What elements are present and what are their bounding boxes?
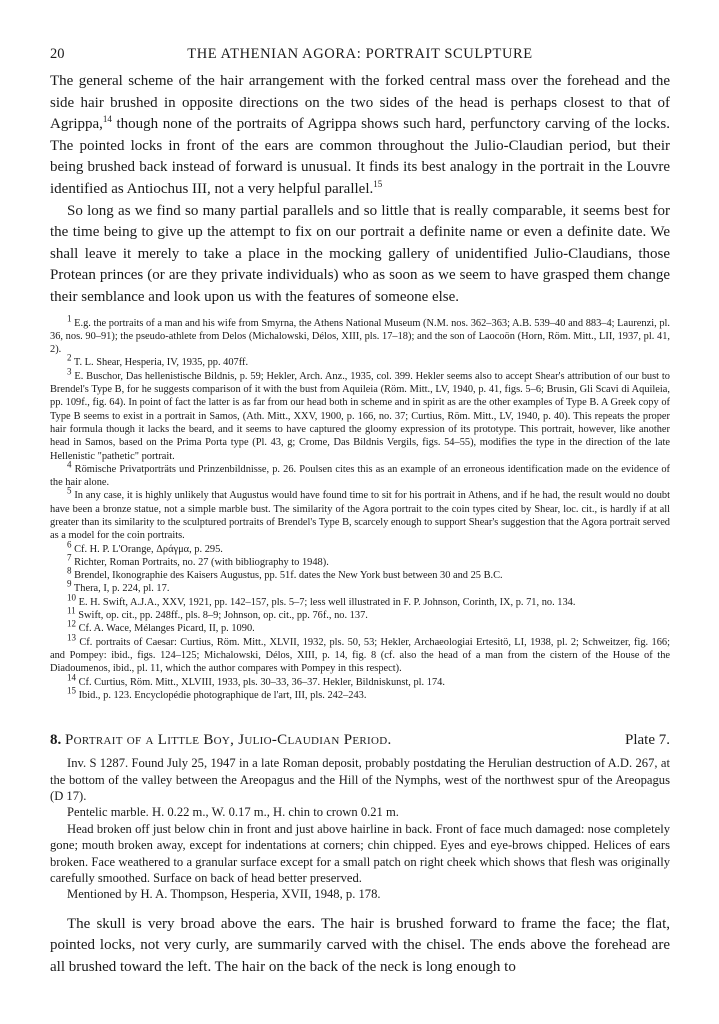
footnote: $^{13}$ Cf. portraits of Caesar: Curtius, Röm. Mitt., XLVII, 1932, pls. 50, 53; Hekler, Archaeologiai Ertesitö, LI, 1938, pl. 2; Schweitzer, fig. 166; and Pompey: ibid., figs. 124–125; Michalowski, Délos, XIII, p. 14, fig. 8 (cf. also the head of a man from the cistern of the House of the Diadoumenos, ibid., pl. 11, which the author compares with Pompey in this respect). — [50, 632, 670, 675]
footnote: $^{11}$ Swift, op. cit., pp. 248ff., pls. 8–9; Johnson, op. cit., pp. 76f., no. 137. — [67, 605, 368, 622]
footnote: $^1$ E.g. the portraits of a man and his wife from Smyrna, the Athens National Museum (N.M. nos. 362–363; A.B. 539–40 and 883–4; Laurenzi, pl. 36, nos. 90–91); the pseudo-athlete from Delos (Michalowski, Délos, XIII, pls. 17–18); and the son of Laocoön (Horn, Röm. Mitt., LII, 1937, pl. 41, 2). — [50, 313, 670, 356]
footnote: $^{10}$ E. H. Swift, A.J.A., XXV, 1921, pp. 142–157, pls. 5–7; less well illustrated in F. P. Johnson, Corinth, IX, p. 71, no. 134. — [67, 592, 576, 608]
footnote: $^6$ Cf. H. P. L'Orange, Δράγμα, p. 295. — [67, 539, 223, 555]
footnote: $^5$ In any case, it is highly unlikely that Augustus would have found time to sit for his portrait in Athens, and if he had, the result would no doubt have been a bronze statue, not a simple marble bust. The similarity of the Agora portrait to the coin types cited by Shear, loc. cit., is hardly if at all greater than its similarity to the sculptured portraits of Brendel's Type B, scarcely enough to support Shear's suggestion that the Agora portrait served as a model for the coin portraits. — [50, 485, 670, 542]
paragraph-2: So long as we find so many partial parallels and so little that is really comparable, it seems best for the time being to give up the attempt to fix on our portrait a definite name or even a definite date. We shall leave it merely to take a place in the mocking gallery of unidentified Julio-Claudians, those Protean princes (or are they private individuals) who as soon as we seem to have grasped them change their semblance and look upon us with the features of someone else. — [50, 202, 670, 305]
footnote: $^4$ Römische Privatporträts und Prinzenbildnisse, p. 26. Poulsen cites this as an example of an erroneous identification made on the evidence of the hair alone. — [50, 459, 670, 489]
footnote: $^{14}$ Cf. Curtius, Röm. Mitt., XLVIII, 1933, pls. 30–33, 36–37. Hekler, Bildniskunst, pl. 174. — [67, 672, 445, 688]
page — [50, 46, 670, 979]
catalog-details — [50, 755, 670, 903]
catalog-line: Inv. S 1287. Found July 25, 1947 in a late Roman deposit, probably postdating the Herulian destruction of A.D. 267, at the bottom of the valley between the Areopagus and the Hill of the Nymphs, west of the northwest spur of the Areopagus (D 17). — [50, 756, 670, 803]
entry-title: Portrait of a Little Boy, Julio-Claudian Period. — [65, 732, 392, 749]
footnotes — [50, 313, 670, 703]
footnote-ref-14: 14 — [102, 114, 112, 125]
catalog-line: Head broken off just below chin in front and just above hairline in back. Front of face much damaged: nose completely gone; mouth broken away, except for indentations at corners; chin chipped. Eyes and eye-brows chipped. Helices of ears broken. Face weathered to a granular surface except for a small patch on right cheek which shows that flesh was originally carefully smoothed. Surface on back of head better preserved. — [50, 821, 670, 885]
paragraph-1: The general scheme of the hair arrangement with the forked central mass over the forehead and the side hair brushed in opposite directions on the two sides of the head is perhaps closest to that of Agrippa,$^{14}$ though none of the portraits of Agrippa shows such hard, perfunctory carving of the locks. The pointed locks in front of the ears are common throughout the Julio-Claudian period, but their being brushed back instead of forward is unusual. It finds its best analogy in the portrait in the Louvre identified as Antiochus III, not a very helpful parallel.$^{15}$ — [50, 73, 670, 197]
catalog-entry-heading — [50, 732, 670, 749]
running-header — [50, 46, 670, 63]
plate-reference: Plate 7. — [625, 732, 670, 749]
footnote: $^{12}$ Cf. A. Wace, Mélanges Picard, II, p. 1090. — [67, 618, 255, 635]
footnote: $^{15}$ Ibid., p. 123. Encyclopédie photographique de l'art, III, pls. 242–243. — [67, 685, 367, 701]
entry-number: 8. — [50, 732, 62, 749]
catalog-line: Mentioned by H. A. Thompson, Hesperia, XVII, 1948, p. 178. — [67, 887, 381, 902]
footnote-ref-15: 15 — [373, 178, 383, 189]
footnote: $^7$ Richter, Roman Portraits, no. 27 (with bibliography to 1948). — [67, 552, 329, 568]
footnote: $^9$ Thera, I, p. 224, pl. 17. — [67, 579, 170, 595]
catalog-line: Pentelic marble. H. 0.22 m., W. 0.17 m., H. chin to crown 0.21 m. — [67, 805, 399, 820]
running-title: THE ATHENIAN AGORA: PORTRAIT SCULPTURE — [187, 46, 533, 62]
footnote: $^8$ Brendel, Ikonographie des Kaisers Augustus, pp. 51f. dates the New York bust between 30 and 25 B.C. — [67, 565, 503, 582]
footnote: $^3$ E. Buschor, Das hellenistische Bildnis, p. 59; Hekler, Arch. Anz., 1935, col. 399. Hekler seems also to accept Shear's attribution of our bust to Brendel's Type B, for he suggests comparison of it with the bust from Aquileia (Röm. Mitt., LV, 1940, p. 41, figs. 5–6; Brusin, Gli Scavi di Aquileia, pp. 109f., fig. 64). In point of fact the latter is as far from our head both in scheme and in spirit as are the other examples of Type B. A Greek copy of Type B seems to exist in a portrait in Samos, (Ath. Mitt., XXV, 1900, p. 166, no. 37; Curtius, Röm. Mitt., LV, 1940, p. 40). This repeats the proper hair formula though it lacks the beard, and it seems to have captured the gloomy expression of its prototype. This portrait, however, like another head in Samos, based on the Prima Porta type (Pl. 43, g; Crome, Das Bildnis Vergils, figs. 54–55), modifies the type in the direction of the late Hellenistic "pathetic" portrait. — [50, 366, 670, 462]
footnote: $^2$ T. L. Shear, Hesperia, IV, 1935, pp. 407ff. — [67, 352, 249, 369]
page-number: 20 — [50, 46, 65, 62]
description-paragraph: The skull is very broad above the ears. The hair is brushed forward to frame the face; the flat, pointed locks, not very curly, are summarily carved with the chisel. The ends above the forehead are all brushed toward the left. The hair on the back of the neck is long enough to — [50, 915, 670, 975]
